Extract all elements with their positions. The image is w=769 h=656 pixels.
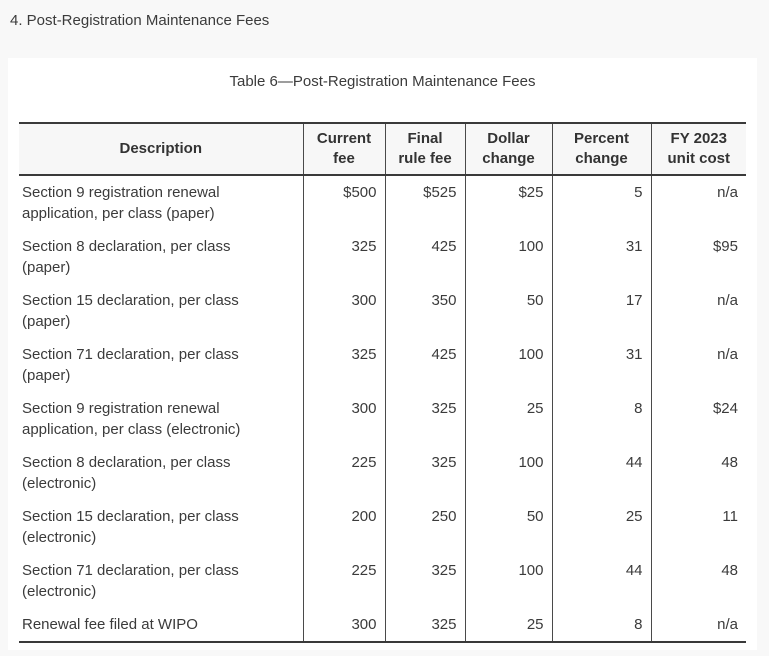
cell-current-fee: 300 xyxy=(303,392,385,446)
header-line: Dollar xyxy=(487,130,530,147)
cell-final-rule-fee: 325 xyxy=(385,446,465,500)
cell-percent-change: 44 xyxy=(552,554,651,608)
cell-final-rule-fee: 350 xyxy=(385,284,465,338)
section-heading: 4. Post-Registration Maintenance Fees xyxy=(10,12,270,29)
cell-current-fee: 225 xyxy=(303,554,385,608)
table-row xyxy=(19,446,746,500)
cell-description: Section 15 declaration, per class (paper) xyxy=(22,292,239,330)
fees-table xyxy=(19,122,746,643)
column-header-final-rule-fee xyxy=(385,123,465,175)
cell-current-fee: $500 xyxy=(303,175,385,230)
cell-percent-change: 8 xyxy=(552,392,651,446)
table-row xyxy=(19,175,746,230)
cell-current-fee: 300 xyxy=(303,284,385,338)
cell-description: Section 9 registration renewal application, per class (electronic) xyxy=(22,400,241,438)
cell-percent-change: 31 xyxy=(552,338,651,392)
cell-fy2023-unit-cost: 48 xyxy=(651,554,746,608)
cell-fy2023-unit-cost: n/a xyxy=(651,338,746,392)
cell-final-rule-fee: 425 xyxy=(385,338,465,392)
cell-current-fee: 200 xyxy=(303,500,385,554)
cell-description: Section 71 declaration, per class (electronic) xyxy=(22,562,239,600)
cell-dollar-change: 50 xyxy=(465,284,552,338)
cell-final-rule-fee: 250 xyxy=(385,500,465,554)
column-header-current-fee xyxy=(303,123,385,175)
table-header-row xyxy=(19,123,746,175)
cell-dollar-change: $25 xyxy=(465,175,552,230)
table-row xyxy=(19,500,746,554)
column-header-fy2023-unit-cost xyxy=(651,123,746,175)
cell-final-rule-fee: 325 xyxy=(385,392,465,446)
header-line: change xyxy=(482,150,535,167)
header-line: fee xyxy=(333,150,355,167)
column-header-dollar-change xyxy=(465,123,552,175)
cell-current-fee: 225 xyxy=(303,446,385,500)
cell-fy2023-unit-cost: $24 xyxy=(651,392,746,446)
cell-dollar-change: 50 xyxy=(465,500,552,554)
cell-percent-change: 31 xyxy=(552,230,651,284)
cell-final-rule-fee: 425 xyxy=(385,230,465,284)
cell-fy2023-unit-cost: 48 xyxy=(651,446,746,500)
cell-current-fee: 300 xyxy=(303,608,385,642)
cell-description: Section 8 declaration, per class (paper) xyxy=(22,238,231,276)
header-line: FY 2023 xyxy=(670,130,727,147)
cell-dollar-change: 25 xyxy=(465,608,552,642)
cell-dollar-change: 25 xyxy=(465,392,552,446)
table-row xyxy=(19,338,746,392)
header-line: Percent xyxy=(573,130,630,147)
cell-dollar-change: 100 xyxy=(465,338,552,392)
cell-fy2023-unit-cost: n/a xyxy=(651,175,746,230)
cell-percent-change: 8 xyxy=(552,608,651,642)
cell-percent-change: 17 xyxy=(552,284,651,338)
table-title: Table 6—Post-Registration Maintenance Fees xyxy=(229,73,536,90)
table-row xyxy=(19,392,746,446)
cell-description: Renewal fee filed at WIPO xyxy=(19,608,303,642)
table-row xyxy=(19,554,746,608)
header-line: change xyxy=(575,150,628,167)
column-header-description xyxy=(19,123,303,175)
cell-fy2023-unit-cost: n/a xyxy=(651,284,746,338)
cell-dollar-change: 100 xyxy=(465,554,552,608)
cell-fy2023-unit-cost: $95 xyxy=(651,230,746,284)
header-line: rule fee xyxy=(398,150,452,167)
table-row xyxy=(19,608,746,642)
cell-percent-change: 25 xyxy=(552,500,651,554)
column-header-percent-change xyxy=(552,123,651,175)
cell-dollar-change: 100 xyxy=(465,446,552,500)
table-row xyxy=(19,230,746,284)
cell-description: Section 71 declaration, per class (paper) xyxy=(22,346,239,384)
cell-percent-change: 44 xyxy=(552,446,651,500)
cell-final-rule-fee: 325 xyxy=(385,554,465,608)
cell-percent-change: 5 xyxy=(552,175,651,230)
cell-final-rule-fee: 325 xyxy=(385,608,465,642)
cell-fy2023-unit-cost: n/a xyxy=(651,608,746,642)
header-line: Current xyxy=(316,130,372,147)
header-line: unit cost xyxy=(667,150,730,167)
cell-description: Section 8 declaration, per class (electronic) xyxy=(22,454,231,492)
table-row xyxy=(19,284,746,338)
header-line: Description xyxy=(119,140,202,157)
cell-current-fee: 325 xyxy=(303,230,385,284)
cell-fy2023-unit-cost: 11 xyxy=(651,500,746,554)
cell-description: Section 9 registration renewal application, per class (paper) xyxy=(22,184,220,222)
header-line: Final xyxy=(407,130,443,147)
cell-final-rule-fee: $525 xyxy=(385,175,465,230)
table-card xyxy=(8,58,757,650)
cell-current-fee: 325 xyxy=(303,338,385,392)
cell-dollar-change: 100 xyxy=(465,230,552,284)
cell-description: Section 15 declaration, per class (electronic) xyxy=(22,508,239,546)
